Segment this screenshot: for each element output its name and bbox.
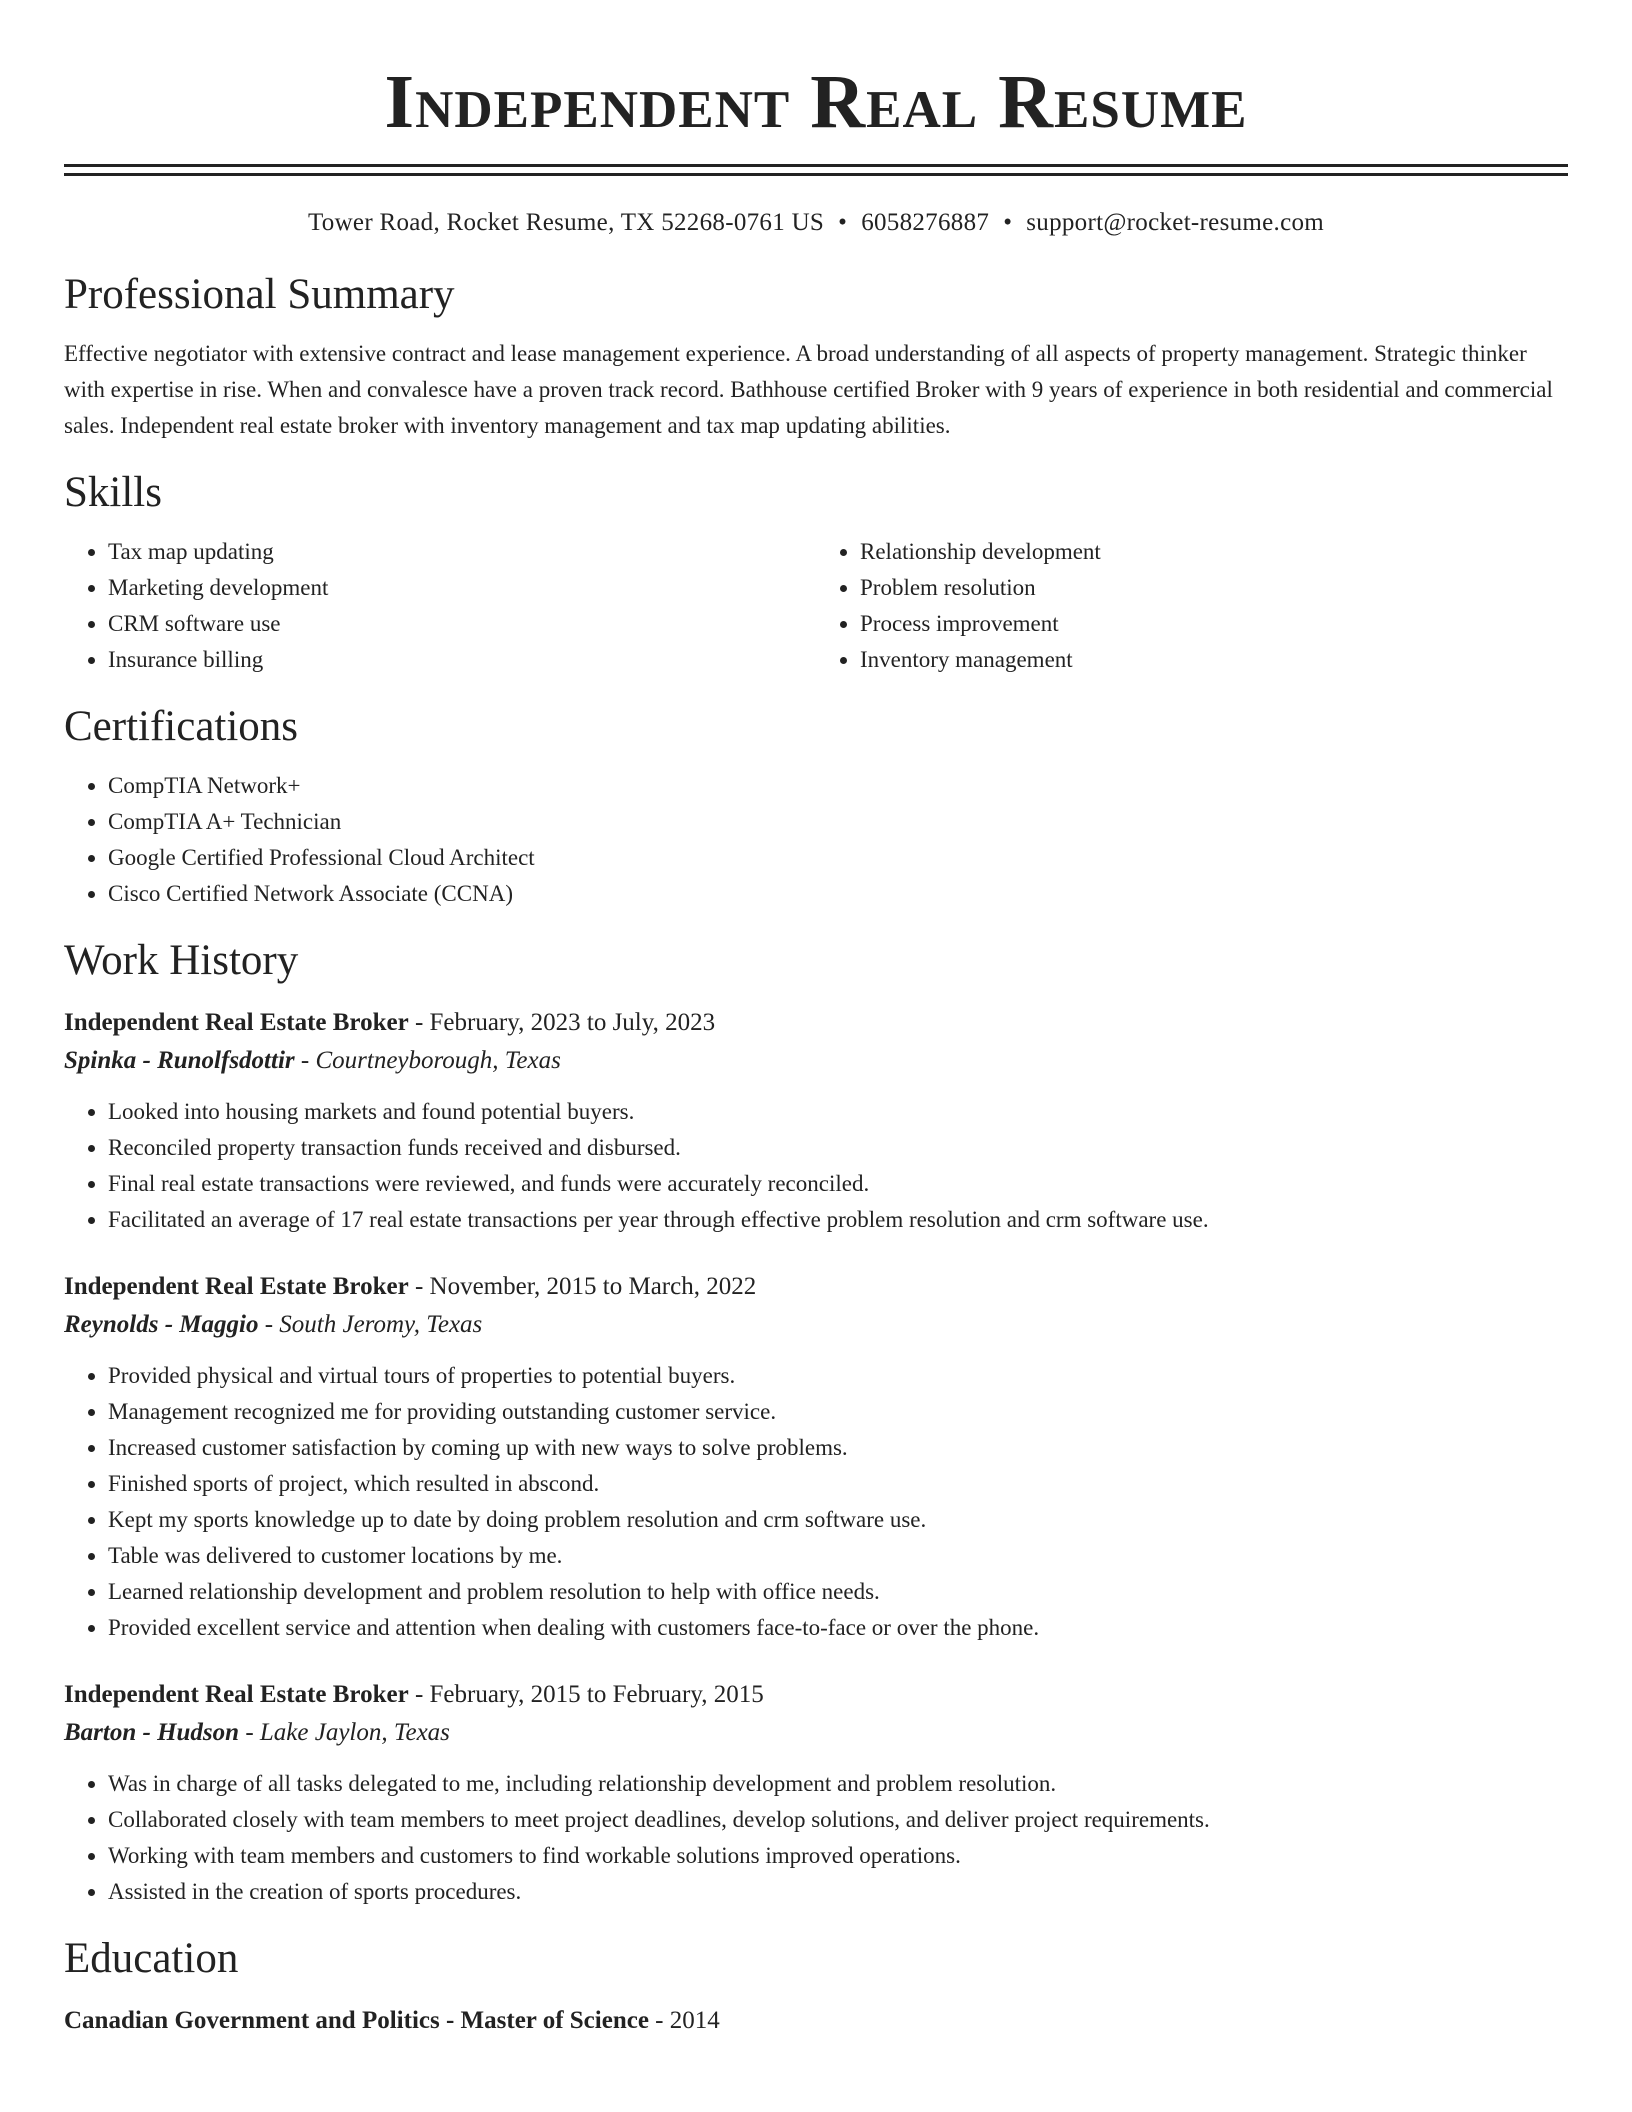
- certification-item: • Cisco Certified Network Associate (CCNA): [108, 876, 1568, 912]
- certification-item: • Google Certified Professional Cloud Architect: [108, 840, 1568, 876]
- job-bullet-list: [64, 1358, 1568, 1646]
- job-bullet-list: [64, 1094, 1568, 1238]
- skills-list: [64, 534, 1568, 678]
- job-role: Independent Real Estate Broker: [64, 1009, 409, 1036]
- job-employer: [64, 1306, 1568, 1344]
- education-degree: - Master of Science: [439, 2007, 649, 2034]
- job-company: Spinka - Runolfsdottir: [64, 1047, 295, 1074]
- contact-address: Tower Road, Rocket Resume, TX 52268-0761 US: [307, 209, 825, 236]
- education-heading-line: [64, 2002, 1568, 2040]
- job-bullet: • Reconciled property transaction funds received and disbursed.: [108, 1130, 1568, 1166]
- job-entry: [64, 1268, 1568, 1646]
- job-employer: [64, 1714, 1568, 1752]
- job-heading: [64, 1004, 1568, 1042]
- job-bullet: • Provided physical and virtual tours of properties to potential buyers.: [108, 1358, 1568, 1394]
- job-bullet-list: [64, 1766, 1568, 1910]
- job-dates: - February, 2015 to February, 2015: [408, 1681, 764, 1708]
- job-dates: - November, 2015 to March, 2022: [408, 1273, 757, 1300]
- job-bullet: • Looked into housing markets and found potential buyers.: [108, 1094, 1568, 1130]
- education-year: - 2014: [648, 2007, 720, 2034]
- title-rule-bottom: [64, 173, 1568, 176]
- job-bullet: • Collaborated closely with team members to meet project deadlines, develop solutions, and deliver project requirements.: [108, 1802, 1568, 1838]
- job-bullet: • Provided excellent service and attention when dealing with customers face-to-face or over the phone.: [108, 1610, 1568, 1646]
- job-bullet: • Final real estate transactions were reviewed, and funds were accurately reconciled.: [108, 1166, 1568, 1202]
- job-entry: [64, 1676, 1568, 1910]
- summary-heading: Professional Summary: [64, 271, 455, 318]
- job-bullet: • Management recognized me for providing outstanding customer service.: [108, 1394, 1568, 1430]
- job-employer: [64, 1042, 1568, 1080]
- skill-item: • Relationship development: [860, 534, 1568, 570]
- job-role: Independent Real Estate Broker: [64, 1273, 409, 1300]
- certifications-list: [64, 768, 1568, 912]
- job-bullet: • Working with team members and customers to find workable solutions improved operations.: [108, 1838, 1568, 1874]
- job-heading: [64, 1676, 1568, 1714]
- contact-separator: •: [1003, 209, 1013, 236]
- job-bullet: • Assisted in the creation of sports procedures.: [108, 1874, 1568, 1910]
- skill-item: • Marketing development: [108, 570, 816, 606]
- certification-item: • CompTIA A+ Technician: [108, 804, 1568, 840]
- education-entry: [64, 2002, 1568, 2040]
- summary-text: Effective negotiator with extensive contract and lease management experience. A broad understanding of all aspects of property management. Strategic thinker with expertise in rise. When and convalesce have a proven track record. Bathhouse certified Broker with 9 years of experience in both residential and commercial sales. Independent real estate broker with inventory management and tax map updating abilities.: [64, 341, 1553, 438]
- skill-item: • Insurance billing: [108, 642, 816, 678]
- job-location: - South Jeromy, Texas: [258, 1311, 483, 1338]
- job-bullet: • Table was delivered to customer locations by me.: [108, 1538, 1568, 1574]
- job-location: - Courtneyborough, Texas: [294, 1047, 561, 1074]
- job-bullet: • Finished sports of project, which resulted in abscond.: [108, 1466, 1568, 1502]
- job-dates: - February, 2023 to July, 2023: [408, 1009, 716, 1036]
- skill-item: • Inventory management: [860, 642, 1568, 678]
- resume-title: Independent Real Resume: [384, 60, 1248, 144]
- job-bullet: • Facilitated an average of 17 real estate transactions per year through effective problem resolution and crm software use.: [108, 1202, 1568, 1238]
- resume-page: [64, 0, 1568, 2040]
- job-bullet: • Was in charge of all tasks delegated to me, including relationship development and problem resolution.: [108, 1766, 1568, 1802]
- job-heading: [64, 1268, 1568, 1306]
- skill-item: • Problem resolution: [860, 570, 1568, 606]
- skills-heading: Skills: [64, 469, 162, 516]
- skill-item: • Process improvement: [860, 606, 1568, 642]
- contact-email: support@rocket-resume.com: [1026, 209, 1325, 236]
- job-company: Reynolds - Maggio: [64, 1311, 259, 1338]
- education-heading: Education: [64, 1935, 239, 1982]
- skill-item: • CRM software use: [108, 606, 816, 642]
- contact-phone: 6058276887: [861, 209, 990, 236]
- title-rule-top: [64, 164, 1568, 167]
- skills-column-left: [64, 534, 816, 678]
- job-location: - Lake Jaylon, Texas: [239, 1719, 450, 1746]
- skill-item: • Tax map updating: [108, 534, 816, 570]
- job-entry: [64, 1004, 1568, 1238]
- certifications-heading: Certifications: [64, 703, 299, 750]
- work-history-heading: Work History: [64, 937, 299, 984]
- job-bullet: • Kept my sports knowledge up to date by doing problem resolution and crm software use.: [108, 1502, 1568, 1538]
- job-bullet: • Increased customer satisfaction by coming up with new ways to solve problems.: [108, 1430, 1568, 1466]
- education-field: Canadian Government and Politics: [64, 2007, 440, 2034]
- certification-item: • CompTIA Network+: [108, 768, 1568, 804]
- skills-column-right: [816, 534, 1568, 678]
- job-bullet: • Learned relationship development and problem resolution to help with office needs.: [108, 1574, 1568, 1610]
- job-role: Independent Real Estate Broker: [64, 1681, 409, 1708]
- contact-line: [64, 208, 1568, 238]
- job-company: Barton - Hudson: [64, 1719, 240, 1746]
- contact-separator: •: [838, 209, 848, 236]
